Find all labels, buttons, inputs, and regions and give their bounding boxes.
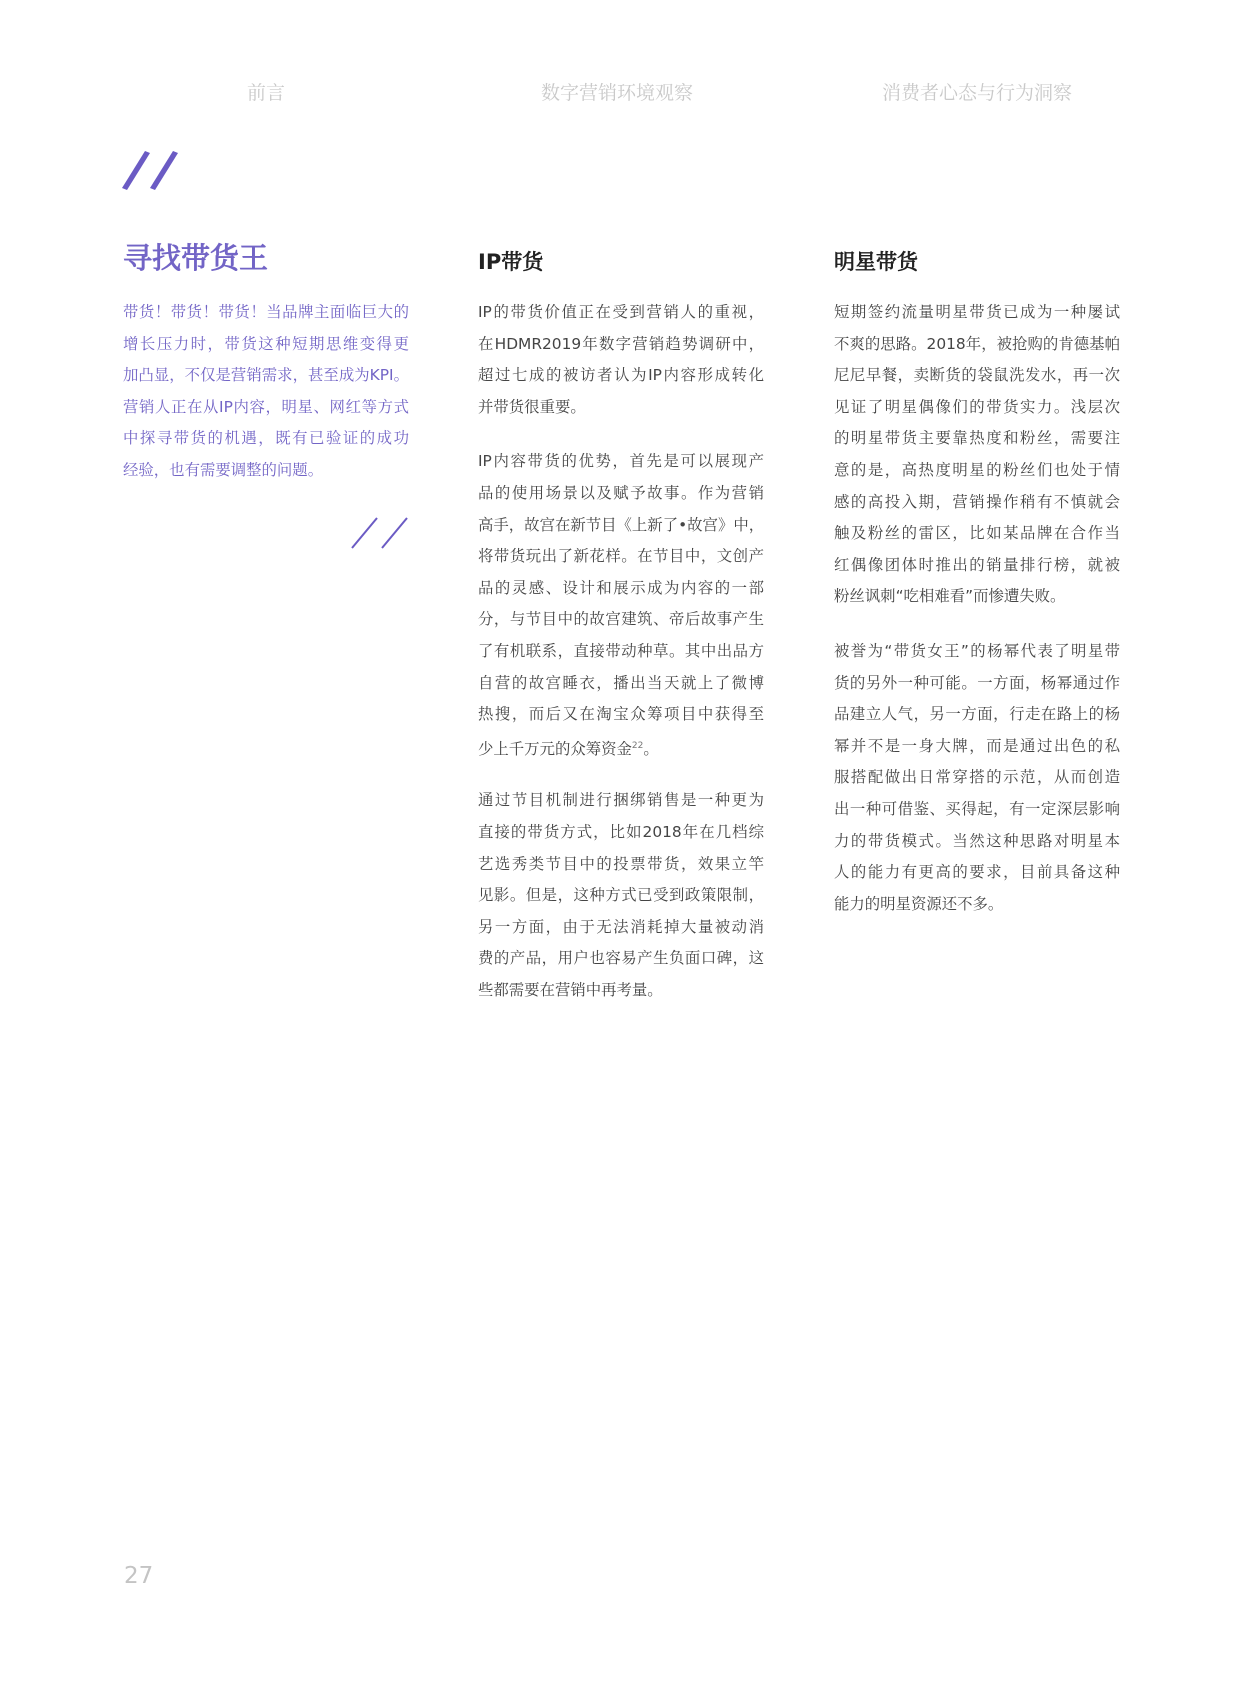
text-line: 高手，故宫在新节目《上新了•故宫》中， [478, 515, 765, 534]
paragraph [834, 297, 1120, 613]
nav-item-digital-marketing[interactable]: 数字营销环境观察 [540, 82, 694, 104]
text-line: 触及粉丝的雷区，比如某品牌在合作当 [834, 524, 1120, 543]
footnote-marker[interactable]: 22 [631, 740, 644, 751]
text-line: 另一方面，由于无法消耗掉大量被动消 [478, 917, 764, 936]
text-line: 艺选秀类节目中的投票带货，效果立竿 [478, 854, 764, 873]
text-line: 营销人正在从IP内容，明星、网红等方式 [123, 397, 409, 416]
text-line: 少上千万元的众筹资金$^{22}$。 [478, 739, 659, 758]
celebrity-heading: 明星带货 [834, 250, 918, 274]
text-line: 直接的带货方式，比如2018年在几档综 [478, 822, 764, 841]
text-line: 短期签约流量明星带货已成为一种屡试 [834, 303, 1120, 321]
text-line: 品建立人气，另一方面，行走在路上的杨 [834, 705, 1120, 724]
text-line: 的明星带货主要靠热度和粉丝，需要注 [834, 429, 1120, 448]
text-line: IP的带货价值正在受到营销人的重视， [478, 303, 764, 321]
text-line: 将带货玩出了新花样。在节目中，文创产 [478, 547, 764, 566]
text-line: 并带货很重要。 [478, 397, 586, 416]
text-line: 加凸显，不仅是营销需求，甚至成为KPI。 [123, 366, 409, 385]
text-line: 带货！带货！带货！当品牌主面临巨大的 [123, 303, 409, 321]
text-line: 粉丝讽刺“吃相难看”而惨遭失败。 [834, 587, 1066, 606]
text-line: 意的是，高热度明星的粉丝们也处于情 [834, 460, 1120, 479]
text-line: 通过节目机制进行捆绑销售是一种更为 [478, 791, 764, 810]
small-slash-icon [350, 515, 412, 551]
paragraph [834, 636, 1120, 920]
section-title: 寻找带货王 [123, 241, 269, 275]
text-line: 感的高投入期，营销操作稍有不慎就会 [834, 492, 1120, 511]
text-line: 在HDMR2019年数字营销趋势调研中， [478, 334, 764, 353]
text-line: 服搭配做出日常穿搭的示范，从而创造 [834, 768, 1120, 787]
text-line: 自营的故宫睡衣，播出当天就上了微博 [478, 673, 764, 692]
text-line: 超过七成的被访者认为IP内容形成转化 [478, 366, 764, 385]
text-line: 人的能力有更高的要求，目前具备这种 [834, 863, 1120, 882]
text-line: 增长压力时，带货这种短期思维变得更 [123, 334, 409, 353]
text-line: IP内容带货的优势，首先是可以展现产 [478, 452, 764, 471]
text-line: 品的使用场景以及赋予故事。作为营销 [478, 483, 764, 502]
celebrity-article [834, 297, 1120, 943]
text-line: 被誉为“带货女王”的杨幂代表了明星带 [834, 641, 1120, 660]
nav-item-consumer-insight[interactable]: 消费者心态与行为洞察 [881, 82, 1073, 104]
text-line: 能力的明星资源还不多。 [834, 894, 1004, 913]
text-line: 出一种可借鉴、买得起，有一定深层影响 [834, 799, 1120, 818]
intro-text [123, 297, 409, 510]
text-line: 不爽的思路。2018年，被抢购的肯德基帕 [834, 334, 1120, 353]
paragraph [123, 297, 409, 487]
ip-heading: IP带货 [478, 250, 544, 274]
paragraph [478, 297, 764, 423]
text-line: 货的另外一种可能。一方面，杨幂通过作 [834, 673, 1120, 692]
double-slash-icon [120, 150, 186, 192]
text-line: 些都需要在营销中再考量。 [478, 980, 663, 999]
text-line: 中探寻带货的机遇，既有已验证的成功 [123, 429, 409, 448]
text-line: 经验，也有需要调整的问题。 [123, 460, 324, 479]
text-line: 见影。但是，这种方式已受到政策限制， [478, 886, 764, 905]
text-line: 尼尼早餐，卖断货的袋鼠洗发水，再一次 [834, 366, 1120, 385]
text-line: 了有机联系，直接带动种草。其中出品方 [478, 641, 764, 660]
text-line: 费的产品，用户也容易产生负面口碑，这 [478, 949, 764, 968]
text-line: 见证了明星偶像们的带货实力。浅层次 [834, 397, 1120, 416]
text-line: 红偶像团体时推出的销量排行榜，就被 [834, 555, 1120, 574]
text-line: 分，与节目中的故宫建筑、帝后故事产生 [478, 610, 764, 629]
paragraph [478, 785, 764, 1006]
ip-article [478, 297, 764, 1029]
paragraph [478, 446, 764, 762]
text-line: 品的灵感、设计和展示成为内容的一部 [478, 578, 764, 597]
text-line: 力的带货模式。当然这种思路对明星本 [834, 831, 1120, 850]
page-number: 27 [124, 1563, 154, 1589]
text-line: 幂并不是一身大牌，而是通过出色的私 [834, 736, 1120, 755]
nav-item-preface[interactable]: 前言 [246, 82, 286, 104]
text-line: 热搜，而后又在淘宝众筹项目中获得至 [478, 705, 764, 724]
